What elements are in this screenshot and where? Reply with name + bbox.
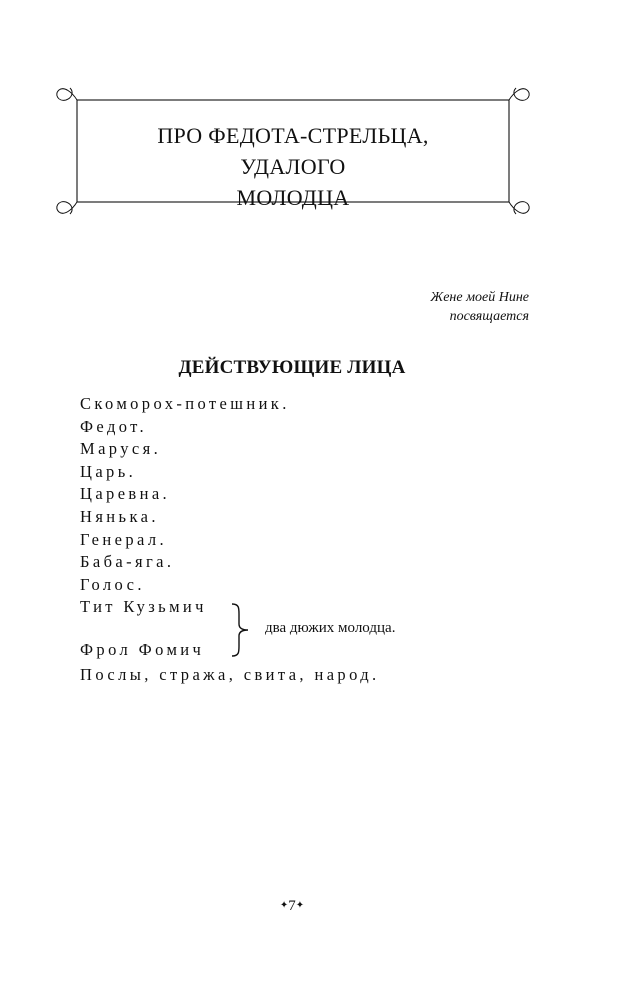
cast-item: Маруся. [80,439,162,459]
title-line-1: ПРО ФЕДОТА-СТРЕЛЬЦА, УДАЛОГО [157,123,429,179]
dedication-line-1: Жене моей Нине [430,290,529,305]
dedication [430,288,529,326]
page-number-value: 7 [288,898,296,914]
curly-brace-icon [229,602,251,658]
title-line-2: МОЛОДЦА [236,185,350,210]
cast-item-last: Послы, стража, свита, народ. [80,665,380,685]
cast-item: Голос. [80,574,145,594]
cast-item: Баба-яга. [80,552,175,572]
cast-list [80,393,396,687]
cast-pair-second: Фрол Фомич [80,640,205,660]
cast-item: Нянька. [80,506,159,526]
page-title [112,120,474,213]
cast-item: Скоморох-потешник. [80,394,290,413]
cast-item: Федот. [80,416,148,436]
cast-item: Генерал. [80,529,168,549]
cast-pair [80,596,396,664]
cast-item: Царь. [80,461,137,481]
page-number [0,898,584,915]
cast-heading: ДЕЙСТВУЮЩИЕ ЛИЦА [178,357,406,378]
cast-item: Царевна. [80,484,171,504]
cast-pair-first: Тит Кузьмич [80,597,207,617]
title-frame [52,78,534,224]
ornament-right-icon: ✦ [295,900,305,911]
ornament-left-icon: ✦ [279,900,289,911]
dedication-line-2: посвящается [449,309,529,324]
cast-pair-note: два дюжих молодца. [265,620,396,637]
